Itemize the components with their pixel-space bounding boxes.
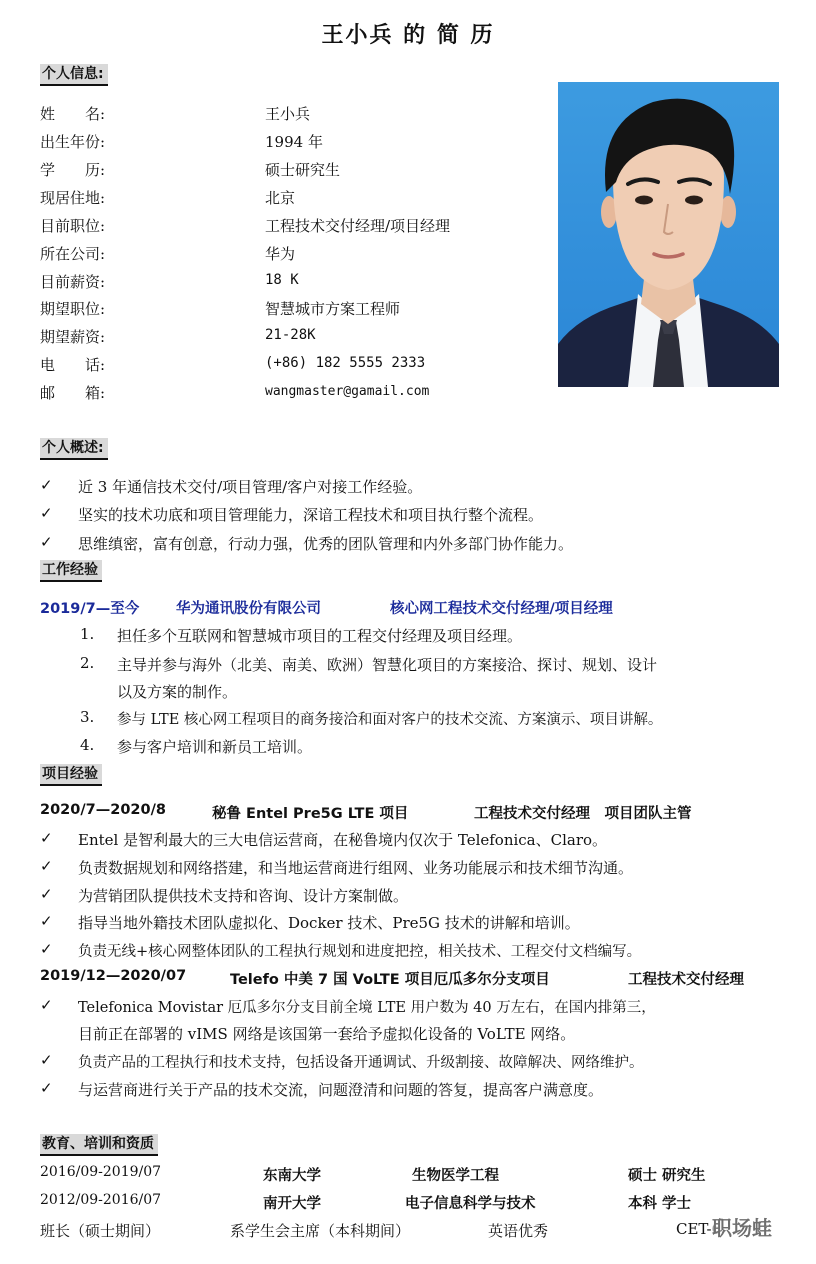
info-value-email[interactable]: wangmaster@gamail.com <box>265 384 430 399</box>
project-item: 负责无线+核心网整体团队的工程执行规划和进度把控，相关技术、工程交付文档编写。 <box>78 944 642 960</box>
work-item-continued: 以及方案的制作。 <box>117 683 238 701</box>
check-icon: ✓ <box>40 857 53 875</box>
project-item: Telefonica Movistar 厄瓜多尔分支目前全境 LTE 用户数为 40 万左右，在国内排第三， <box>78 1000 656 1016</box>
info-value-position: 工程技术交付经理/项目经理 <box>265 217 451 235</box>
watermark: 职场蛙 <box>712 1216 772 1240</box>
project-item: 负责数据规划和网络搭建，和当地运营商进行组网、业务功能展示和技术细节沟通。 <box>78 859 634 877</box>
info-value-education: 硕士研究生 <box>265 161 341 179</box>
check-icon: ✓ <box>40 940 53 958</box>
info-label-phone: 电 话: <box>40 356 106 374</box>
info-value-phone: (+86) 182 5555 2333 <box>265 355 426 371</box>
info-label-desired-salary: 期望薪资: <box>40 328 106 346</box>
project-item: 指导当地外籍技术团队虚拟化、Docker 技术、Pre5G 技术的讲解和培训。 <box>78 914 580 932</box>
project-item: 与运营商进行关于产品的技术交流，问题澄清和问题的答复，提高客户满意度。 <box>78 1081 604 1099</box>
section-education: 教育、培训和资质 <box>40 1134 158 1156</box>
project-name: 秘鲁 Entel Pre5G LTE 项目 <box>212 806 409 822</box>
info-value-name: 王小兵 <box>265 105 311 123</box>
honor-item: 班长（硕士期间） <box>40 1222 161 1240</box>
section-summary: 个人概述: <box>40 438 108 460</box>
education-period: 2012/09-2016/07 <box>40 1192 162 1208</box>
resume-title: 王小兵 的 简 历 <box>321 23 495 48</box>
education-major: 生物医学工程 <box>412 1168 499 1184</box>
info-value-birth-year: 1994 年 <box>265 133 323 151</box>
work-item: 担任多个互联网和智慧城市项目的工程交付经理及项目经理。 <box>117 627 523 645</box>
summary-item: 思维缜密，富有创意，行动力强，优秀的团队管理和内外多部门协作能力。 <box>78 535 574 553</box>
check-icon: ✓ <box>40 912 53 930</box>
info-label-name: 姓 名: <box>40 105 106 123</box>
honor-item: 系学生会主席（本科期间） <box>230 1222 411 1240</box>
check-icon: ✓ <box>40 476 53 494</box>
check-icon: ✓ <box>40 533 53 551</box>
check-icon: ✓ <box>40 1079 53 1097</box>
summary-item: 坚实的技术功底和项目管理能力，深谙工程技术和项目执行整个流程。 <box>78 506 544 524</box>
project-item: 负责产品的工程执行和技术支持，包括设备开通调试、升级割接、故障解决、网络维护。 <box>78 1055 644 1071</box>
profile-photo <box>558 82 779 387</box>
info-label-education: 学 历: <box>40 161 106 179</box>
project-period: 2019/12—2020/07 <box>40 968 187 984</box>
check-icon: ✓ <box>40 1051 53 1069</box>
section-work-experience: 工作经验 <box>40 560 102 582</box>
project-item: Entel 是智利最大的三大电信运营商，在秘鲁境内仅次于 Telefonica、Claro。 <box>78 831 608 849</box>
work-item-number: 1. <box>80 625 95 643</box>
check-icon: ✓ <box>40 996 53 1014</box>
info-value-desired-salary: 21-28K <box>265 327 316 343</box>
work-item-number: 2. <box>80 654 95 672</box>
info-label-birth-year: 出生年份: <box>40 133 106 151</box>
info-value-salary: 18 K <box>265 272 299 288</box>
section-project-experience: 项目经验 <box>40 764 102 786</box>
section-personal-info: 个人信息: <box>40 64 108 86</box>
info-value-residence: 北京 <box>265 189 296 207</box>
education-school: 南开大学 <box>263 1196 321 1212</box>
work-item-number: 3. <box>80 708 95 726</box>
work-item: 主导并参与海外（北美、南美、欧洲）智慧化项目的方案接洽、探讨、规划、设计 <box>117 656 658 674</box>
work-item: 参与 LTE 核心网工程项目的商务接洽和面对客户的技术交流、方案演示、项目讲解。 <box>117 712 663 728</box>
work-item: 参与客户培训和新员工培训。 <box>117 738 313 756</box>
info-label-company: 所在公司: <box>40 245 106 263</box>
project-period: 2020/7—2020/8 <box>40 802 166 818</box>
honor-item: CET-6 <box>676 1220 722 1238</box>
education-period: 2016/09-2019/07 <box>40 1164 162 1180</box>
education-degree: 硕士 研究生 <box>628 1168 706 1184</box>
info-label-salary: 目前薪资: <box>40 273 106 291</box>
work-item-number: 4. <box>80 736 95 754</box>
check-icon: ✓ <box>40 829 53 847</box>
info-value-desired-position: 智慧城市方案工程师 <box>265 300 401 318</box>
info-value-company: 华为 <box>265 245 296 263</box>
summary-item: 近 3 年通信技术交付/项目管理/客户对接工作经验。 <box>78 478 423 496</box>
work-company: 华为通讯股份有限公司 <box>176 601 321 617</box>
project-role: 工程技术交付经理 <box>628 972 744 988</box>
project-role: 工程技术交付经理 项目团队主管 <box>474 806 692 822</box>
project-item: 为营销团队提供技术支持和咨询、设计方案制做。 <box>78 887 409 905</box>
work-role: 核心网工程技术交付经理/项目经理 <box>390 601 613 617</box>
education-degree: 本科 学士 <box>628 1196 692 1212</box>
check-icon: ✓ <box>40 504 53 522</box>
project-item-continued: 目前正在部署的 vIMS 网络是该国第一套给予虚拟化设备的 VoLTE 网络。 <box>78 1025 576 1043</box>
info-label-desired-position: 期望职位: <box>40 300 106 318</box>
education-major: 电子信息科学与技术 <box>405 1196 536 1212</box>
info-label-email: 邮 箱: <box>40 384 106 402</box>
project-name: Telefo 中美 7 国 VoLTE 项目厄瓜多尔分支项目 <box>230 972 550 988</box>
info-label-position: 目前职位: <box>40 217 106 235</box>
work-period: 2019/7—至今 <box>40 601 140 617</box>
honor-item: 英语优秀 <box>488 1222 549 1240</box>
education-school: 东南大学 <box>263 1168 321 1184</box>
check-icon: ✓ <box>40 885 53 903</box>
profile-photo-illustration <box>558 82 779 387</box>
info-label-residence: 现居住地: <box>40 189 106 207</box>
